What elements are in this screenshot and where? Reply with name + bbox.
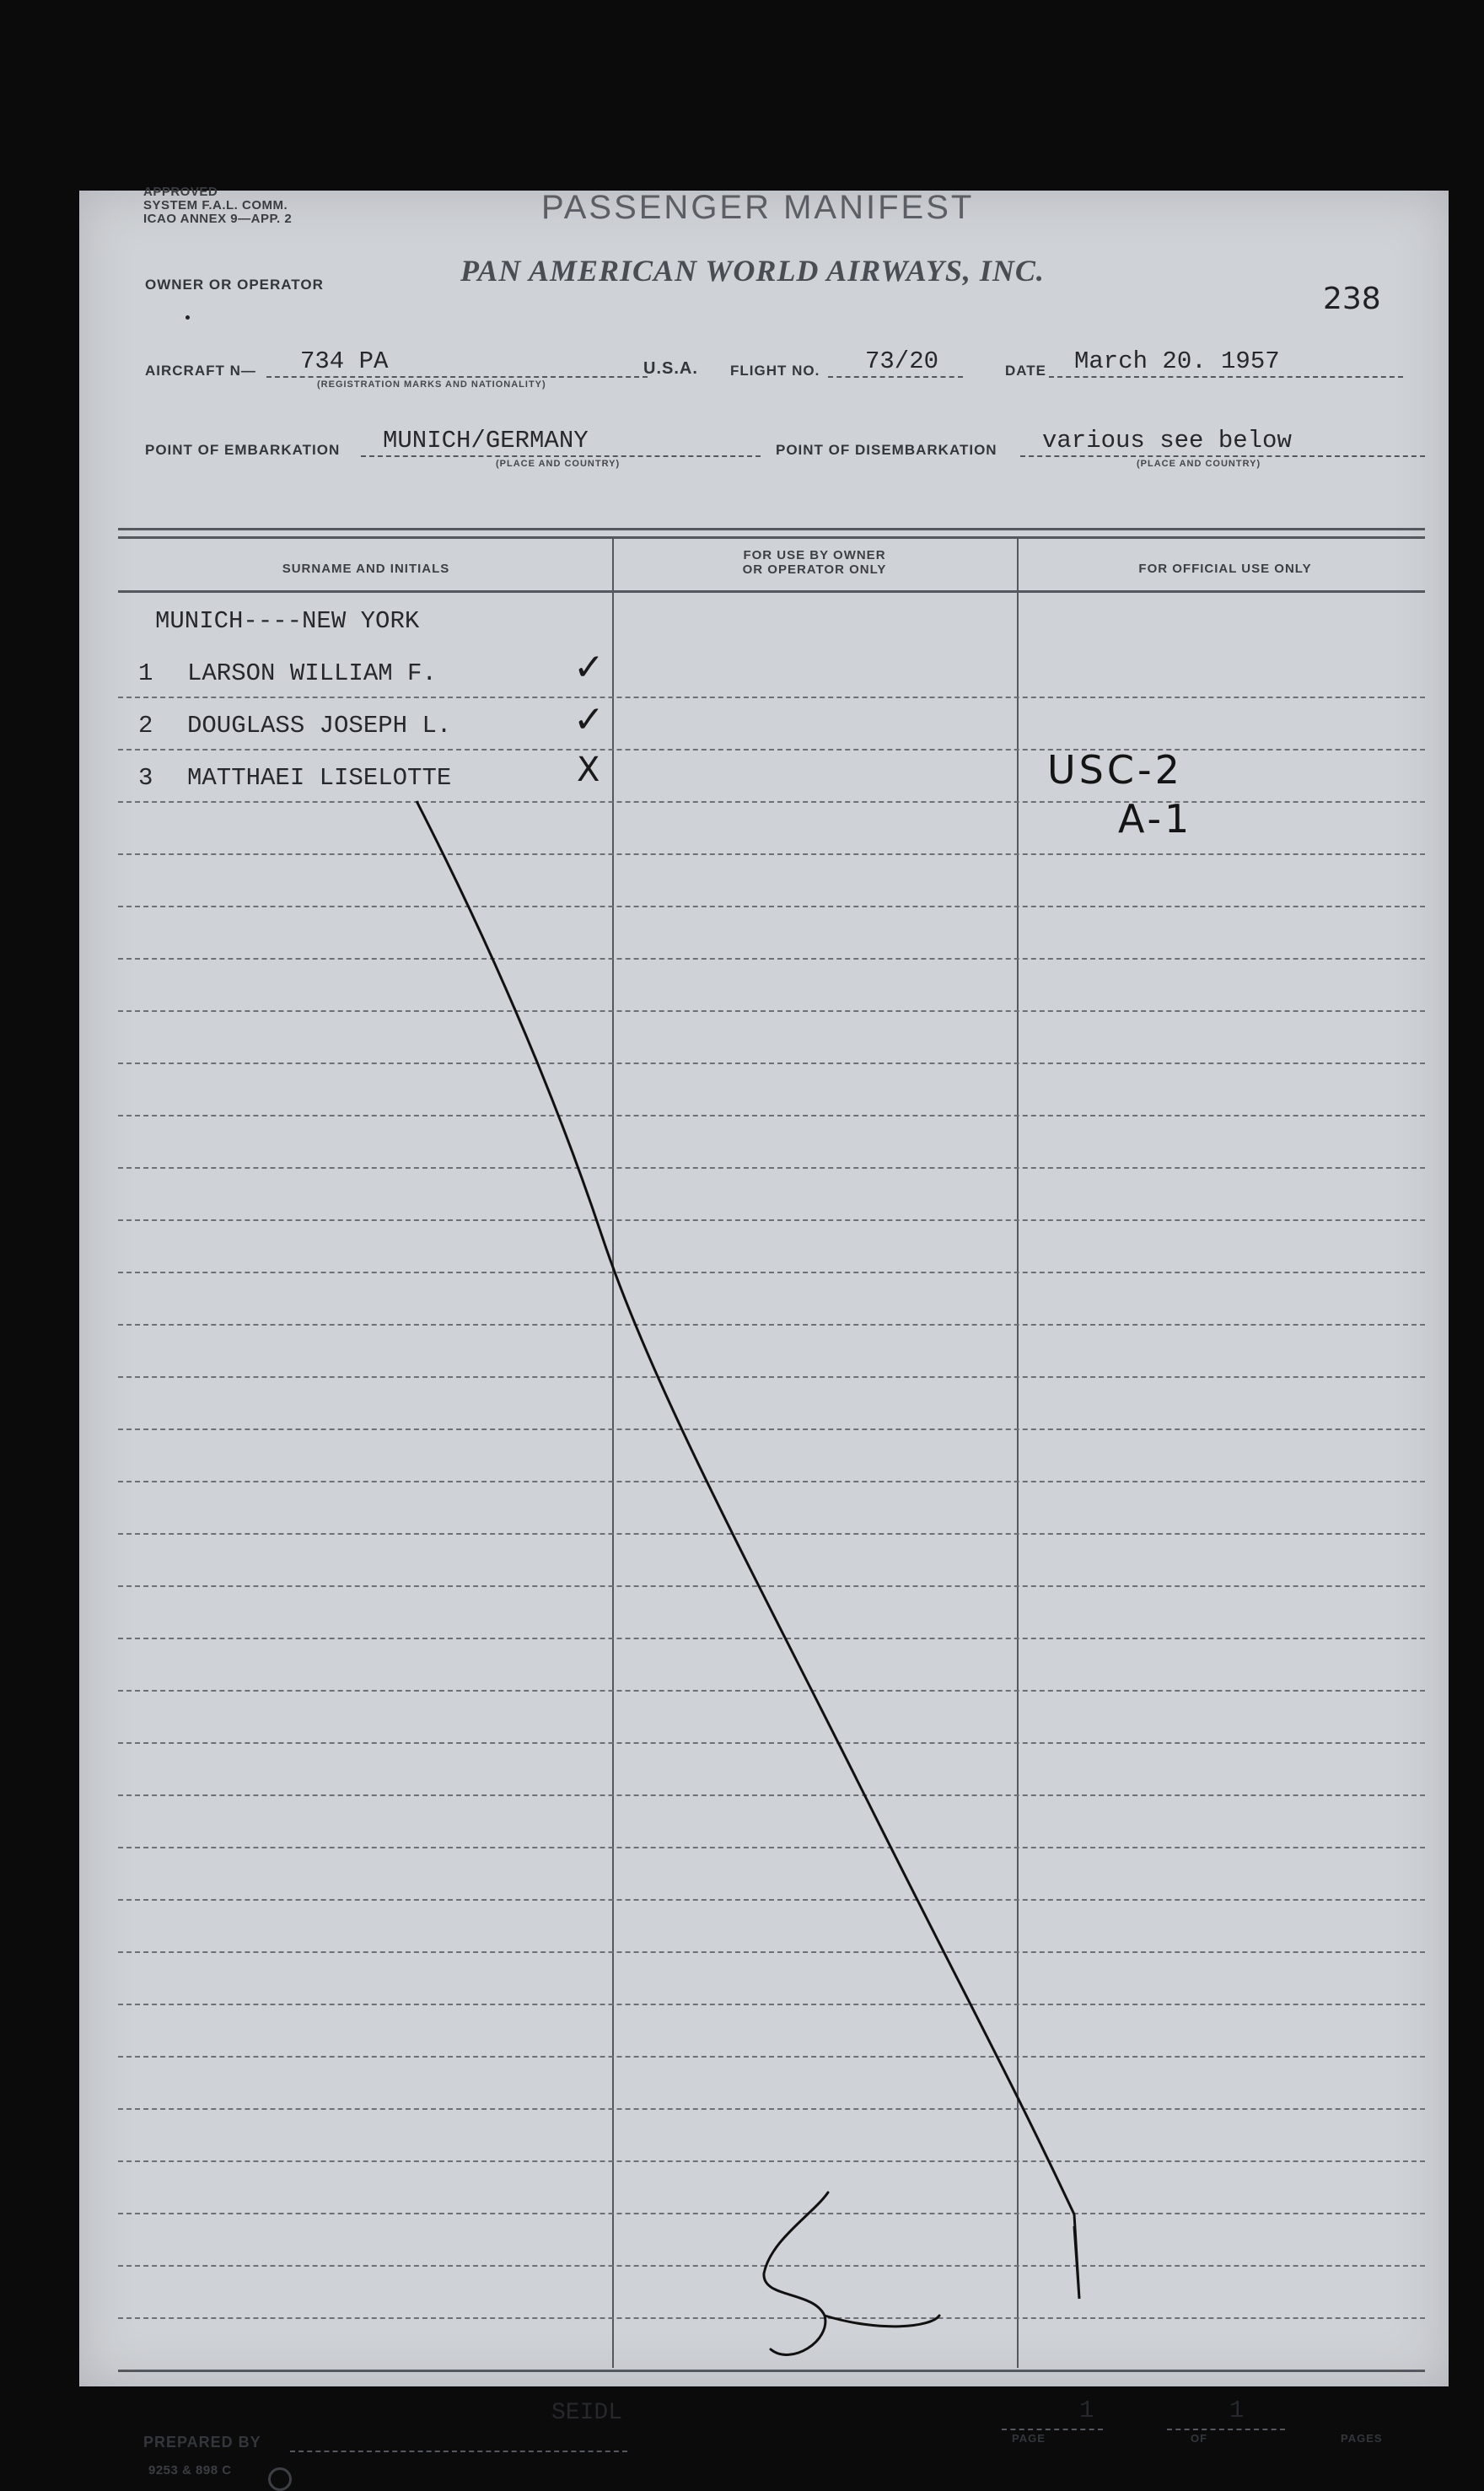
passenger-number: 3 [138,764,153,792]
route-text: MUNICH----NEW YORK [155,607,420,635]
signature-name: SEIDL [551,2400,623,2426]
page-number: 238 [1323,282,1381,316]
owner-use-line: FOR USE BY OWNER [743,548,886,562]
date-value: March 20. 1957 [1074,347,1280,375]
union-label-icon [268,2467,292,2491]
checkmark-icon: ✓ [573,646,605,689]
passenger-name: LARSON WILLIAM F. [187,659,437,687]
page-title: PASSENGER MANIFEST [541,189,975,226]
signature-scribble [764,2192,939,2354]
official-note-2: A-1 [1118,796,1193,842]
flight-label: FLIGHT NO. [730,363,820,379]
of-value: 1 [1229,2397,1245,2424]
aircraft-caption: (REGISTRATION MARKS AND NATIONALITY) [317,379,546,390]
approval-line: ICAO ANNEX 9—APP. 2 [143,212,293,226]
form-number: 9253 & 898 C [148,2463,232,2478]
page-value: 1 [1079,2397,1094,2424]
checkmark-icon: ✓ [573,698,605,741]
page-underline [1002,2429,1103,2430]
prepared-label: PREPARED BY [143,2434,261,2451]
owner-label: OWNER OR OPERATOR [145,277,324,293]
prepared-underline [290,2451,627,2452]
approval-line: APPROVED [143,185,218,199]
flight-value: 73/20 [865,347,939,375]
official-note-1: USC-2 [1047,747,1183,793]
passenger-name: DOUGLASS JOSEPH L. [187,712,452,740]
passenger-name: MATTHAEI LISELOTTE [187,764,452,792]
embark-caption: (PLACE AND COUNTRY) [496,459,621,469]
page-label: PAGE [1012,2432,1046,2445]
of-label: OF [1191,2432,1208,2445]
column-header-surname: SURNAME AND INITIALS [282,562,450,576]
disembark-value: various see below [1042,427,1292,455]
embark-value: MUNICH/GERMANY [383,427,589,455]
manifest-sheet [79,185,1449,2478]
date-label: DATE [1005,363,1047,379]
of-underline [1167,2429,1285,2430]
cancel-line [417,801,1079,2299]
usa-label: U.S.A. [643,359,698,378]
owner-use-line: OR OPERATOR ONLY [742,562,887,577]
pages-label: PAGES [1341,2432,1383,2445]
passenger-number: 1 [138,659,153,687]
passenger-number: 2 [138,712,153,740]
disembark-label: POINT OF DISEMBARKATION [776,442,997,458]
disembark-caption: (PLACE AND COUNTRY) [1137,459,1261,469]
x-mark-icon: X [577,751,600,789]
aircraft-label: AIRCRAFT N— [145,363,256,379]
embark-label: POINT OF EMBARKATION [145,442,341,458]
ink-overlay [79,191,1449,2386]
aircraft-value: 734 PA [300,347,389,375]
owner-value: PAN AMERICAN WORLD AIRWAYS, INC. [460,254,1045,288]
column-header-official-use: FOR OFFICIAL USE ONLY [1138,562,1312,576]
approval-line: SYSTEM F.A.L. COMM. [143,198,288,213]
